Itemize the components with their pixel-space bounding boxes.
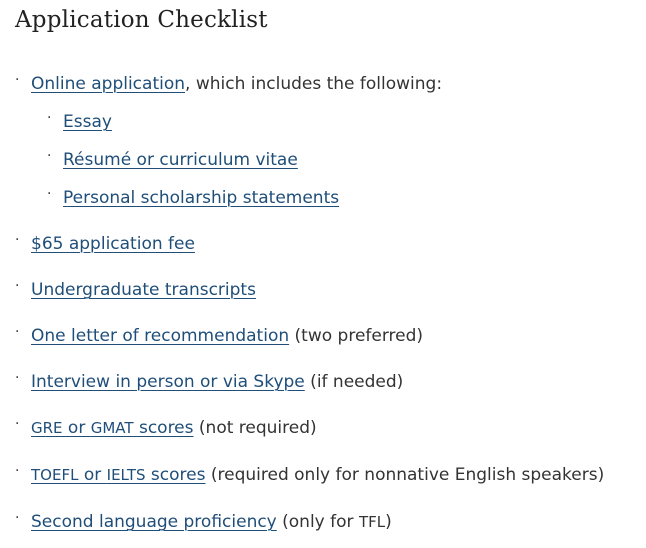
language-note-close: ) (385, 512, 392, 532)
online-application-link[interactable]: Online application (31, 74, 186, 94)
gmat-acronym: GMAT (90, 419, 134, 437)
recommendation-link[interactable]: One letter of recommendation (31, 326, 290, 346)
toefl-ielts-scores-link[interactable] (31, 465, 205, 485)
bullet-icon: · (15, 370, 20, 386)
gre-gmat-scores-link[interactable] (31, 418, 194, 438)
toefl-ielts-or: or (78, 465, 107, 485)
bullet-icon: · (15, 232, 20, 248)
bullet-icon: · (15, 510, 20, 526)
language-note-prefix: (only for (276, 512, 359, 532)
application-fee-link[interactable]: $65 application fee (31, 234, 195, 254)
gre-gmat-or: or (62, 418, 91, 438)
toefl-ielts-note: (required only for nonnative English speakers) (205, 465, 605, 485)
interview-link[interactable]: Interview in person or via Skype (31, 372, 305, 392)
resume-link[interactable]: Résumé or curriculum vitae (63, 150, 298, 170)
scholarship-statements-link[interactable]: Personal scholarship statements (63, 188, 340, 208)
bullet-icon: · (15, 324, 20, 340)
bullet-icon: · (15, 278, 20, 294)
page-title: Application Checklist (15, 7, 268, 33)
tfl-acronym: TFL (358, 513, 386, 531)
toefl-acronym: TOEFL (31, 466, 79, 484)
recommendation-note: (two preferred) (289, 326, 424, 346)
bullet-icon: · (15, 72, 20, 88)
bullet-icon: · (15, 416, 20, 432)
bullet-icon: · (47, 110, 52, 126)
bullet-icon: · (47, 186, 52, 202)
essay-link[interactable]: Essay (63, 112, 112, 132)
gre-acronym: GRE (31, 419, 63, 437)
gre-gmat-scores-label: scores (133, 418, 194, 438)
transcripts-link[interactable]: Undergraduate transcripts (31, 280, 256, 300)
gre-gmat-note: (not required) (193, 418, 317, 438)
bullet-icon: · (47, 148, 52, 164)
interview-note: (if needed) (304, 372, 404, 392)
toefl-ielts-scores-label: scores (145, 465, 206, 485)
bullet-icon: · (15, 463, 20, 479)
language-proficiency-link[interactable]: Second language proficiency (31, 512, 277, 532)
online-application-note: , which includes the following: (185, 74, 443, 94)
ielts-acronym: IELTS (106, 466, 146, 484)
